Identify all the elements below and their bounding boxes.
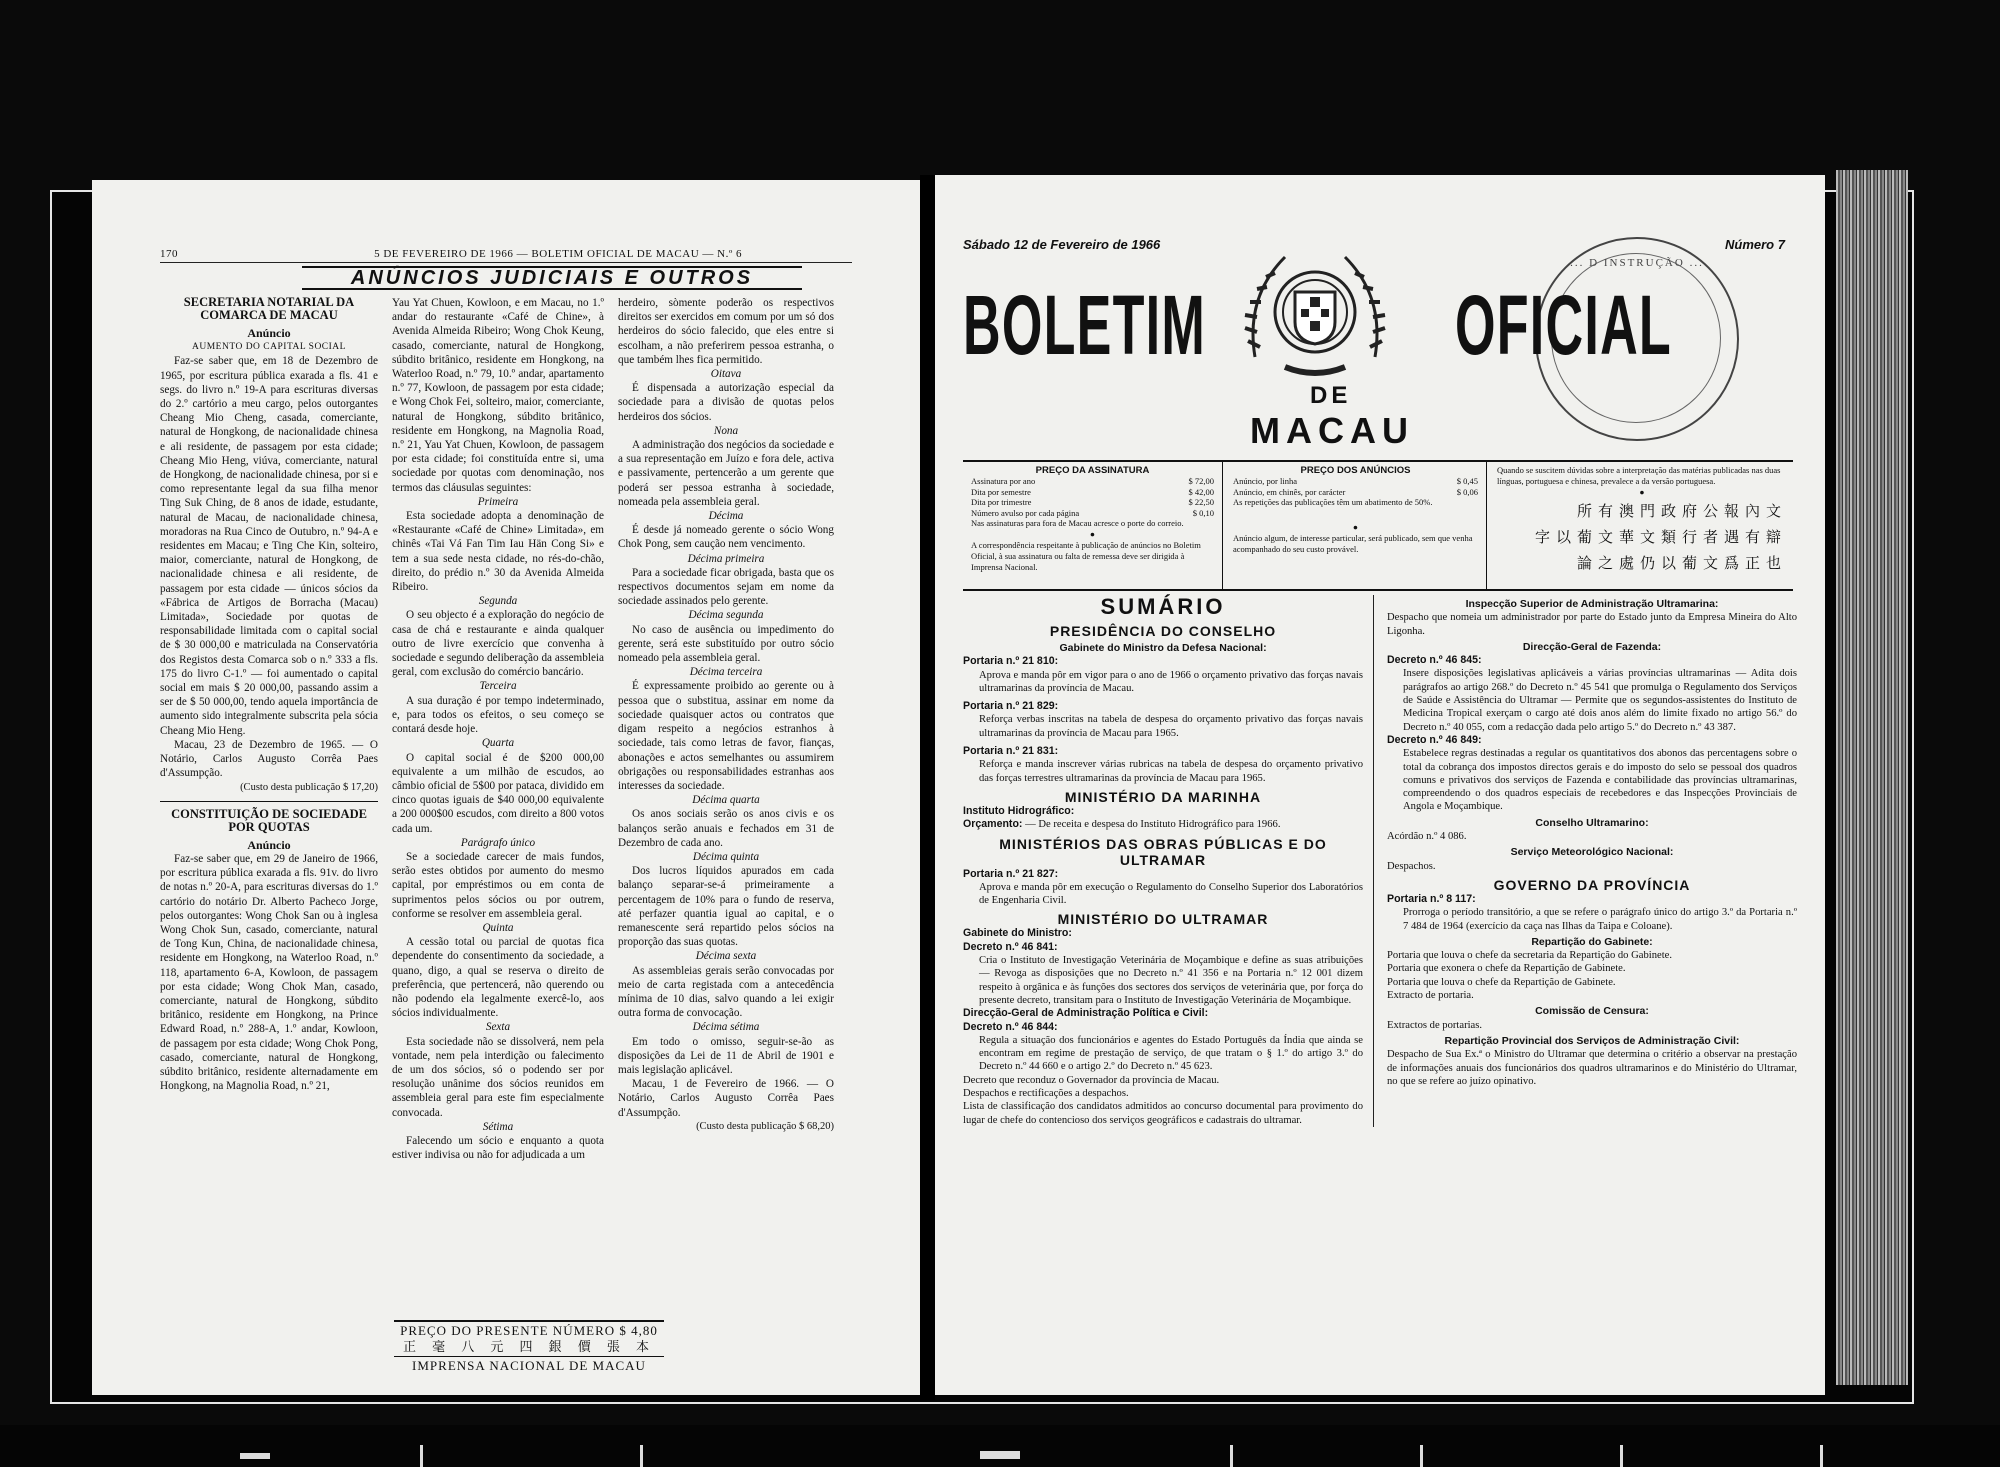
section-subheading: Gabinete do Ministro da Defesa Nacional: xyxy=(1059,642,1267,654)
clause-text: O capital social é de $200 000,00 equivalente a um milhão de escudos, ao câmbio oficial de 5$00 por pataca, dividido em cinco quotas iguais de $40 000,00 equivalente a 200 000$00 escudos, com direito a 800 votos cada um. xyxy=(392,751,604,835)
chinese-note-1: 所有澳門政府公報內文 xyxy=(1576,502,1787,520)
announcement-heading-2: Anúncio xyxy=(247,837,291,852)
section-subheading: Inspecção Superior de Administração Ultramarina: xyxy=(1465,598,1719,610)
section-subheading: Comissão de Censura: xyxy=(1535,1005,1649,1018)
clause-text: Em todo o omisso, seguir-se-ão as disposições da Lei de 11 de Abril de 1901 e mais legislação aplicável. xyxy=(618,1035,834,1076)
subscription-note: Nas assinaturas para fora de Macau acresce o porte do correio. xyxy=(971,518,1184,528)
entry-text: Lista de classificação dos candidatos admitidos ao concurso documental para provimento do lugar de chefe do contencioso dos serviços geográficos e cadastrais do ultramar. xyxy=(963,1101,1363,1126)
section-heading: MINISTÉRIOS DAS OBRAS PÚBLICAS E DO ULTRAMAR xyxy=(999,835,1327,868)
column-2 xyxy=(392,296,604,1162)
repetition-note: As repetições das publicações têm um abatimento de 50%. xyxy=(1233,497,1433,507)
entry-text: Insere disposições legislativas aplicáveis a várias províncias ultramarinas — Adita dois parágrafos ao artigo 268.º do Decreto n.º 45 541 que promulga o Regulamento dos Serviços de Saúde e Assistência do Ultramar — Permite que os segundos-assistentes do Instituto de Medicina Tropical exerçam o cargo até dois anos além do limite fixado no artigo 56.º do Decreto n.º 40 055, com a redacção dada pelo artigo 5.º do Decreto n.º 43 387. xyxy=(1403,668,1797,733)
table-row: Dita por trimestre $ 22,50 xyxy=(971,497,1214,507)
clause-text: A cessão total ou parcial de quotas fica dependente do consentimento da sociedade, a quano, digo, a qual se reserva o direito de preferência, que pertencerá, não querendo ou não podendo ela legalmente exercê-lo, aos sócios individualmente. xyxy=(392,936,604,1020)
clause-text: No caso de ausência ou impedimento do gerente, será este substituído por outro sócio nomeado pela assembleia geral. xyxy=(618,623,834,665)
page-number: 170 xyxy=(160,248,178,260)
printer-name: IMPRENSA NACIONAL DE MACAU xyxy=(394,1356,664,1374)
clause-title: Décima segunda xyxy=(688,609,764,622)
clause-title: Sétima xyxy=(482,1120,514,1133)
entry-text: Reforça verbas inscritas na tabela de despesa do orçamento privativo das forças navais ultramarinas da província de Macau para 1965. xyxy=(979,714,1363,739)
constitution-signoff: Macau, 1 de Fevereiro de 1966. — O Notário, Carlos Augusto Corrêa Paes d'Assumpção. xyxy=(618,1078,834,1119)
clause-title: Décima sexta xyxy=(695,950,757,963)
notary-heading: SECRETARIA NOTARIAL DA COMARCA DE MACAU xyxy=(183,295,355,322)
left-page xyxy=(92,180,920,1395)
section-subheading: Gabinete do Ministro: xyxy=(963,927,1072,940)
entry-label: Portaria n.º 8 117: xyxy=(1387,892,1476,905)
clause-title: Terceira xyxy=(479,680,517,693)
entry-label: Orçamento: xyxy=(963,818,1023,831)
masthead-macau: MACAU xyxy=(1250,410,1414,451)
entry-text: Portaria que louva o chefe da Repartição de Gabinete. xyxy=(1387,976,1616,988)
constitution-heading: CONSTITUIÇÃO DE SOCIEDADE POR QUOTAS xyxy=(171,806,367,834)
summary-title: SUMÁRIO xyxy=(1100,594,1226,619)
clause-text: A administração dos negócios da sociedade e a sua representação em Juízo e fora dele, activa e passivamente, pertencerão a um gerente que poderá ser pessoa estranha à sociedade, nomeada pela assembleia geral. xyxy=(618,439,834,508)
entry-text: Aprova e manda pôr em vigor para o ano de 1966 o orçamento privativo das forças navais ultramarinas da província de Macau. xyxy=(979,669,1363,694)
clause-text: É expressamente proibido ao gerente ou à pessoa que o substitua, assinar em nome da sociedade quaisquer actos ou contratos que digam respeito a negócios estranhos à sociedade, tais como letras de favor, fianças, abonações e actos semelhantes ou assumirem obrigações ou responsabilidades estranhas aos interesses da sociedade. xyxy=(618,680,834,792)
clause-title: Sexta xyxy=(485,1021,511,1034)
clause-title: Quinta xyxy=(482,921,514,934)
entry-text: Portaria que louva o chefe da secretaria da Repartição do Gabinete. xyxy=(1387,950,1673,962)
clause-text: O seu objecto é a exploração do negócio de casa de chá e restaurante e ainda qualquer outro de livre exercício que convenha à sociedade e segundo deliberação da assembleia geral, com exclusão do comércio bancário. xyxy=(392,609,604,679)
entry-text: Despachos. xyxy=(1387,860,1436,872)
clause-text: Dos lucros líquidos apurados em cada balanço separar-se-á primeiramente a percentagem de 10% para o fundo de reserva, até perfazer quantia igual ao capital, e o remanescente será repartido pelos sócios na proporção das suas quotas. xyxy=(618,865,834,949)
table-row: Dita por semestre $ 42,00 xyxy=(971,486,1214,497)
book-gutter xyxy=(920,175,935,1400)
clause-title: Décima sétima xyxy=(692,1021,760,1034)
clause-title: Primeira xyxy=(477,495,519,508)
clause-title: Segunda xyxy=(478,595,518,608)
language-panel xyxy=(1491,462,1793,589)
masthead-title-right: OFICIAL xyxy=(1455,278,1672,372)
section-heading: PRESIDÊNCIA DO CONSELHO xyxy=(1049,623,1277,639)
section-heading: MINISTÉRIO DO ULTRAMAR xyxy=(1057,911,1269,928)
clause-title: Nona xyxy=(713,424,739,437)
section-heading: MINISTÉRIO DA MARINHA xyxy=(1064,788,1262,805)
price-panel xyxy=(963,460,1793,591)
clause-title: Décima primeira xyxy=(687,552,765,565)
announcements-table xyxy=(1233,476,1478,497)
clause-text: Falecendo um sócio e enquanto a quota estiver indivisa ou não for adjudicada a um xyxy=(392,1134,604,1162)
entry-label: Decreto n.º 46 849: xyxy=(1387,733,1482,746)
clause-title: Décima xyxy=(708,510,744,523)
entry-text: Acórdão n.º 4 086. xyxy=(1387,831,1467,843)
masthead-title-left: BOLETIM xyxy=(963,278,1207,372)
clause-text: Esta sociedade não se dissolverá, nem pela vontade, nem pela interdição ou falecimento de um dos sócios, só o podendo ser por resolução unânime dos sócios reunidos em assembleia geral para este fim especialmente convocada. xyxy=(392,1035,604,1119)
entry-text: Estabelece regras destinadas a regular os quantitativos dos abonos das percentagens sobre o total da cobrança dos impostos directos gerais e do imposto do selo se pessoal dos quadros comuns e privativos dos serviços de Fazenda e contabilidade das províncias ultramarinas, compreendendo o dos quadros especiais de recebedores e das Inspecções Provinciais de Angola e Moçambique. xyxy=(1403,748,1797,813)
entry-text: Extracto de portaria. xyxy=(1387,990,1474,1002)
right-page xyxy=(935,175,1825,1395)
summary-left-column xyxy=(963,595,1374,1127)
section-subheading: Direcção-Geral de Fazenda: xyxy=(1522,640,1662,653)
entry-label: Portaria n.º 21 829: xyxy=(963,700,1059,713)
table-row: Assinatura por ano $ 72,00 xyxy=(971,476,1214,486)
chinese-note-3: 論之處仍以葡文爲正也 xyxy=(1576,554,1787,572)
column-1 xyxy=(160,296,378,1093)
bullet: ● xyxy=(1352,522,1359,532)
entry-text: Aprova e manda pôr em execução o Regulamento do Conselho Superior dos Laboratórios de Engenharia Civil. xyxy=(979,881,1363,907)
entry-text: Reforça e manda inscrever várias rubricas na tabela de despesa do orçamento privativo das forças terrestres ultramarinas da província de Macau para 1965. xyxy=(979,759,1363,784)
clause-title: Décima terceira xyxy=(689,666,763,679)
clause-text: Os anos sociais serão os anos civis e os balanços serão anuais e fechados em 31 de Dezembro de cada ano. xyxy=(618,808,834,849)
page-edges xyxy=(1836,170,1908,1385)
running-title: 5 DE FEVEREIRO DE 1966 — BOLETIM OFICIAL DE MACAU — N.º 6 xyxy=(374,248,742,260)
entry-text: Decreto que reconduz o Governador da província de Macau. xyxy=(963,1074,1220,1086)
clause-text: Para a sociedade ficar obrigada, basta que os respectivos documentos sejam em nome da sociedade assinados pelo gerente. xyxy=(618,566,834,608)
masthead-de: DE xyxy=(1310,382,1352,409)
issue-price-footer xyxy=(394,1320,664,1374)
section-subheading: Conselho Ultramarino: xyxy=(1535,816,1649,829)
announcement-body: Faz-se saber que, em 18 de Dezembro de 1965, por escritura pública exarada a fls. 41 e segs. do livro n.º 19-A para escrituras diversas do 2.º cartório a meu cargo, pelos outorgantes Cheang Mio Cheng, casada, comerciante, natural de Hongkong, de nacionalidade chinesa e ali residente, de passagem por esta cidade; Cheang Mio Heng, viúva, comerciante, natural de Hongkong, de nacionalidade chinesa, por si e como representante legal da sua filha menor Ting Suk Ching, de 8 anos de idade, estudante, natural de Macau, de nacionalidade chinesa, moradoras na Rua Cinco de Outubro, n.º 94-A e residentes em Macau; e Ting Che Kin, solteiro, maior, comerciante, natural de Hongkong, de nacionalidade chinesa e ali residente, de passagem por esta cidade — únicos sócios da «Fábrica de Artigos de Borracha (Macau) Limitada», Sociedade por quotas de responsabilidade limitada com o capital social de $ 30 000,00 e matriculada na Conservatória dos Registos desta Comarca sob o n.º 333 a fls. 175 do livro C-1.º — foi aumentado o capital social em mais $ 20 000,00, passando assim a ser de $ 50 000,00, tendo aquela importância de aumento sido integralmente subscrita pela sócia Cheang Mio Heng. xyxy=(160,355,378,737)
entry-text: Portaria que exonera o chefe da Repartição de Gabinete. xyxy=(1387,963,1626,975)
section-subheading: Serviço Meteorológico Nacional: xyxy=(1510,846,1674,859)
clause-title: Décima quinta xyxy=(692,850,760,863)
clause-text: É desde já nomeado gerente o sócio Wong Chok Pong, sem caução nem vencimento. xyxy=(618,524,834,551)
clause-title: Oitava xyxy=(710,368,742,381)
entry-text: Regula a situação dos funcionários e agentes do Estado Português da Índia que ainda se encontram em regime de prestação de serviço, de que tratam o § 1.º do artigo 3.º do Decreto n.º 44 660 e o artigo 2.º do Decreto n.º 45 623. xyxy=(979,1034,1363,1073)
divider xyxy=(160,801,378,802)
clause-text: herdeiro, sòmente poderão os respectivos direitos ser exercidos em comum por um só dos herdeiros do sócio falecido, que eles entre si escolham, a não preferirem pessoa estranha, o que também lhes fica permitido. xyxy=(618,297,834,366)
left-running-header xyxy=(160,248,852,263)
announcements-heading: PREÇO DOS ANÚNCIOS xyxy=(1300,465,1411,476)
table-row: Número avulso por cada página $ 0,10 xyxy=(971,507,1214,518)
film-edge xyxy=(0,1425,2000,1467)
entry-label: Decreto n.º 46 841: xyxy=(963,940,1058,953)
section-banner: ANÚNCIOS JUDICIAIS E OUTROS xyxy=(302,266,802,290)
clause-title: Parágrafo único xyxy=(460,836,536,849)
clause-title: Quarta xyxy=(481,737,515,750)
announcement-cost: (Custo desta publicação $ 17,20) xyxy=(240,781,378,793)
table-row: Anúncio, em chinês, por carácter $ 0,06 xyxy=(1233,486,1478,497)
entry-text: Extractos de portarias. xyxy=(1387,1019,1483,1031)
table-row: Anúncio, por linha $ 0,45 xyxy=(1233,476,1478,486)
bullet: ● xyxy=(1639,487,1645,497)
issue-number: Número 7 xyxy=(1725,237,1785,252)
announcement-subject: AUMENTO DO CAPITAL SOCIAL xyxy=(192,342,346,353)
issue-date: Sábado 12 de Fevereiro de 1966 xyxy=(963,237,1161,252)
subscription-prices xyxy=(963,462,1223,589)
entry-text: Despacho de Sua Ex.ª o Ministro do Ultramar que determina o critério a observar na prestação de informações anuais dos funcionários dos quadros ultramarinos e do Ministério do Ultramar, no que se refere ao juízo opinativo. xyxy=(1387,1049,1797,1087)
section-subheading: Repartição Provincial dos Serviços de Administração Civil: xyxy=(1444,1034,1740,1047)
clause-text: É dispensada a autorização especial da sociedade para a divisão de quotas pelos herdeiros dos sócios. xyxy=(618,382,834,423)
section-subheading: Instituto Hidrográfico: xyxy=(963,804,1075,817)
bullet: ● xyxy=(1089,529,1096,539)
section-subheading: Repartição do Gabinete: xyxy=(1531,935,1653,948)
clause-text: Yau Yat Chuen, Kowloon, e em Macau, no 1.º andar do restaurante «Café de Chine», à Avenida Almeida Ribeiro; Wong Chok Keung, casado, comerciante, natural de Hongkong, súbdito britânico, residente em Hongkong, na Waterloo Road, n.º 79, 10.º andar, apartamento n.º 77, Kowloon, de passagem por esta cidade; e Wong Chok Fei, solteiro, maior, comerciante, natural de Hongkong, súbdito britânico, residente em Hongkong, na Magnolia Road, n.º 21, Yau Yat Chuen, Kowloon, de passagem por esta cidade; foi constituída entre si, uma sociedade por quotas com denominação, nos termos das cláusulas seguintes: xyxy=(392,297,604,494)
entry-label: Decreto n.º 46 844: xyxy=(963,1020,1058,1033)
summary-right-column xyxy=(1387,595,1797,1088)
correspondence-note: A correspondência respeitante à publicação de anúncios no Boletim Oficial, à sua assinatura ou falta de remessa deve ser dirigida à Imprensa Nacional. xyxy=(971,540,1201,572)
clause-title: Décima quarta xyxy=(692,794,760,807)
clause-text: As assembleias gerais serão convocadas por meio de carta registada com a antecedência mínima de 10 dias, salvo quando a lei exigir outra forma de convocação. xyxy=(618,964,834,1020)
coat-of-arms-icon xyxy=(1235,237,1395,387)
entry-label: Decreto n.º 46 845: xyxy=(1387,654,1482,667)
clause-text: A sua duração é por tempo indeterminado, e, para todos os efeitos, o seu começo se contará desde hoje. xyxy=(392,694,604,736)
chinese-note-2: 字以葡文華文類行者遇有辯 xyxy=(1534,528,1787,546)
entry-label: Portaria n.º 21 810: xyxy=(963,655,1059,668)
cost-note: Anúncio algum, de interesse particular, será publicado, sem que venha acompanhado do seu custo provável. xyxy=(1233,533,1473,554)
section-subheading: Direcção-Geral de Administração Política e Civil: xyxy=(963,1007,1209,1020)
constitution-cost: (Custo desta publicação $ 68,20) xyxy=(696,1120,834,1132)
entry-label: Portaria n.º 21 831: xyxy=(963,745,1059,758)
stamp-text: ... D INSTRUÇÃO ... xyxy=(1570,257,1704,269)
section-heading: GOVERNO DA PROVÍNCIA xyxy=(1493,876,1691,893)
entry-text: Prorroga o período transitório, a que se refere o parágrafo único do artigo 3.º da Portaria n.º 7 484 de 1964 (exercício da caça nas Ilhas da Taipa e Coloane). xyxy=(1403,907,1797,932)
entry-label: Portaria n.º 21 827: xyxy=(963,867,1059,880)
subscription-heading: PREÇO DA ASSINATURA xyxy=(1035,465,1150,476)
clause-text: Esta sociedade adopta a denominação de «Restaurante «Café de Chine» Limitada», em chinês «Tai Vá Fan Tim Iau Hän Cong Si» e tem a sua sede nesta cidade, no rés-do-chão, direito, do prédio n.º 30 da Avenida Almeida Ribeiro. xyxy=(392,510,604,594)
issue-price: PREÇO DO PRESENTE NÚMERO $ 4,80 xyxy=(400,1323,658,1338)
announcement-prices xyxy=(1225,462,1487,589)
entry-text: Cria o Instituto de Investigação Veterinária de Moçambique e define as suas atribuições — Revoga as disposições que no Decreto n.º 41 356 e na Portaria n.º 12 001 dizem respeito à orgânica e às funções dos sectores dos serviços de veterinária que, por força do presente decreto, transitam para o Instituto de Investigação Veterinária de Moçambique. xyxy=(979,955,1363,1006)
clause-text: Se a sociedade carecer de mais fundos, serão estes obtidos por aumento do mesmo capital, por empréstimos ou em conta de suprimentos pelos sócios ou por outrem, conforme se resolver em assembleia geral. xyxy=(392,850,604,920)
entry-text: Despachos e rectificações a despachos. xyxy=(963,1088,1129,1100)
entry-text: — De receita e despesa do Instituto Hidrográfico para 1966. xyxy=(1025,819,1281,831)
constitution-body: Faz-se saber que, em 29 de Janeiro de 1966, por escritura pública exarada a fls. 91v. do livro de notas n.º 20-A, para escrituras diversas do 1.º cartório do notário Dr. Alberto Pacheco Jorge, pelos outorgantes: Wong Chok San ou à inglesa Wong Chok Sun, casado, comerciante, natural de Tong Kun, China, de nacionalidade chinesa, residente em Hongkong, na Waterloo Road, n.º 118, apartamento 6-A, Kowloon, de passagem por esta cidade; Wong Chok Man, casado, comerciante, natural de Hongkong, súbdito britânico, residente em Hongkong, na Prince Edward Road, n.º 288-A, 1.º andar, Kowloon, de passagem por esta cidade; Wong Chok Pong, casado, comerciante, natural de Hongkong, súbdito britânico, residente alternadamente em Hongkong, na Magnolia Road, n.º 21, xyxy=(160,852,378,1093)
language-note: Quando se suscitem dúvidas sobre a interpretação das matérias publicadas nas duas línguas, portuguesa e chinesa, prevalece a da versão portuguesa. xyxy=(1497,465,1781,486)
announcement-heading: Anúncio xyxy=(247,326,291,340)
issue-price-chinese: 正 毫 八 元 四 銀 價 張 本 xyxy=(402,1340,656,1355)
entry-text: Despacho que nomeia um administrador por parte do Estado junto da Empresa Mineira do Alto Ligonha. xyxy=(1387,612,1797,637)
subscription-table xyxy=(971,476,1214,518)
column-3 xyxy=(618,296,834,1134)
announcement-signoff: Macau, 23 de Dezembro de 1965. — O Notário, Carlos Augusto Corrêa Paes d'Assumpção. xyxy=(160,738,378,780)
